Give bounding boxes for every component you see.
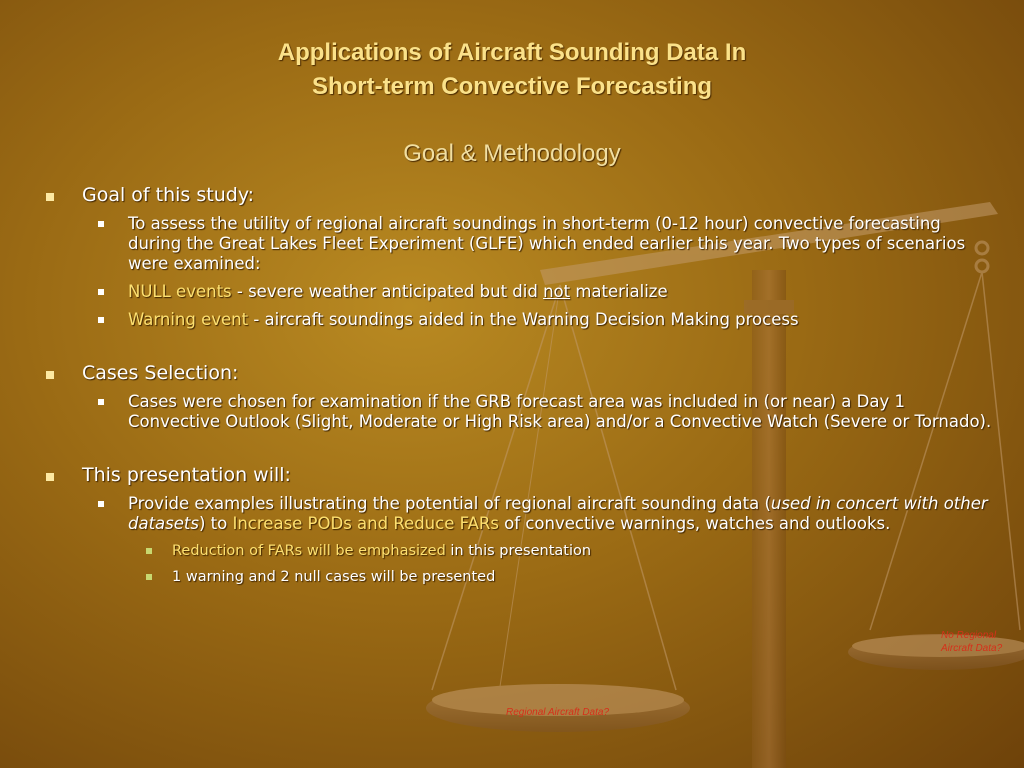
not-emphasis: not [543, 282, 571, 301]
bullet-null-events: NULL events - severe weather anticipated but did not materialize [44, 282, 994, 302]
square-bullet-icon [46, 193, 54, 201]
bullet-cases-item: Cases were chosen for examination if the GRB forecast area was included in (or near) a Day 1 Convective Outlook (Slight, Moderate or High Risk area) and/or a Convective Watch (Severe or Tornado). [44, 392, 994, 432]
square-bullet-icon [146, 548, 152, 554]
right-pan-label: No Regional Aircraft Data? [941, 630, 1003, 654]
increase-pods-phrase: Increase PODs and Reduce FARs [232, 514, 499, 533]
null-events-label: NULL events [128, 282, 232, 301]
bullet-goal-heading: Goal of this study: [44, 184, 994, 206]
left-pan-label: Regional Aircraft Data? [506, 707, 610, 718]
square-bullet-icon [98, 221, 104, 227]
bullet-presentation-heading: This presentation will: [44, 464, 994, 486]
square-bullet-icon [146, 574, 152, 580]
bullet-presentation-item: Provide examples illustrating the potential of regional aircraft sounding data (used in concert with other datasets) to Increase PODs and Reduce FARs of convective warnings, watches and outlooks. [44, 494, 994, 534]
warning-event-label: Warning event [128, 310, 249, 329]
far-emphasis-phrase: Reduction of FARs will be emphasized [172, 543, 446, 559]
bullet-goal-item: To assess the utility of regional aircraft soundings in short-term (0-12 hour) convective forecasting during the Great Lakes Fleet Experiment (GLFE) which ended earlier this year. Two types of scenarios were examined: [44, 214, 994, 274]
sub-bullet-cases-count: 1 warning and 2 null cases will be presented [44, 568, 994, 586]
square-bullet-icon [46, 473, 54, 481]
title-line-2: Short-term Convective Forecasting [311, 73, 713, 100]
sub-bullet-far-emphasis: Reduction of FARs will be emphasized in this presentation [44, 542, 994, 560]
square-bullet-icon [98, 399, 104, 405]
square-bullet-icon [98, 501, 104, 507]
slide-subtitle: Goal & Methodology [403, 140, 621, 167]
square-bullet-icon [98, 317, 104, 323]
square-bullet-icon [98, 289, 104, 295]
bullet-cases-heading: Cases Selection: [44, 362, 994, 384]
title-line-1: Applications of Aircraft Sounding Data In [277, 39, 747, 66]
italic-phrase: used in concert with other datasets [128, 494, 988, 533]
square-bullet-icon [46, 371, 54, 379]
slide-content [44, 184, 994, 594]
slide-title [0, 36, 1024, 104]
bullet-warning-event: Warning event - aircraft soundings aided in the Warning Decision Making process [44, 310, 994, 330]
